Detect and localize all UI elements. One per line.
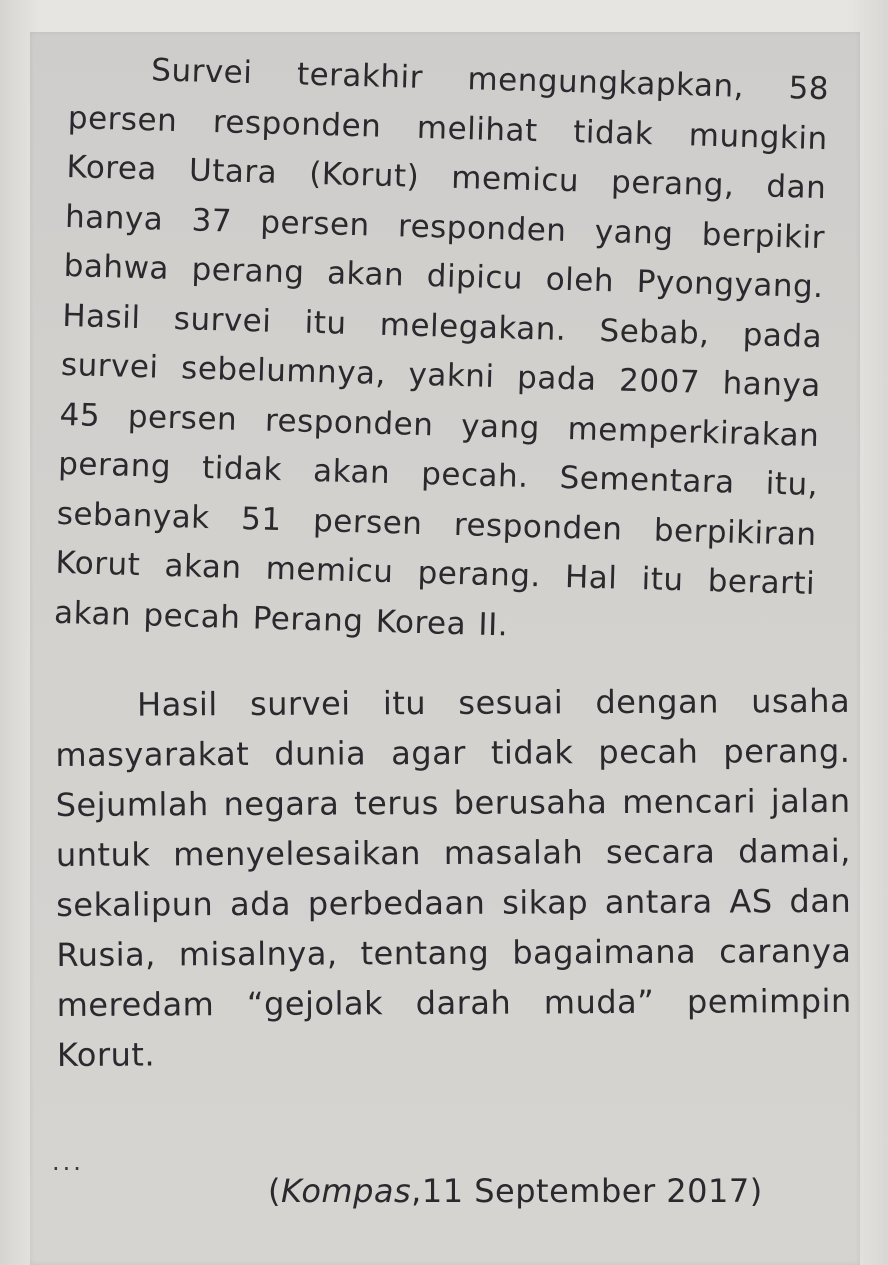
citation-close-paren: ) (749, 1172, 763, 1210)
citation-date: ,11 September 2017 (411, 1172, 750, 1210)
citation (268, 1172, 763, 1210)
ellipsis: ... (52, 1148, 84, 1176)
citation-open-paren: ( (268, 1172, 281, 1210)
paragraph-1: Survei terakhir mengungkapkan, 58 persen responden melihat tidak mungkin Korea Utara (Korut) memicu perang, dan hanya 37 persen responden yang berpikir bahwa perang akan dipicu oleh Pyongyang. Hasil survei itu melegakan. Sebab, pada survei sebelumnya, yakni pada 2007 hanya 45 persen responden yang memperkirakan perang tidak akan pecah. Sementara itu, sebanyak 51 persen responden berpikiran Korut akan memicu perang. Hal itu berarti akan pecah Perang Korea II. (53, 52, 830, 643)
paragraph-2: Hasil survei itu sesuai dengan usaha masyarakat dunia agar tidak pecah perang. Sejumlah negara terus berusaha mencari jalan untuk menyelesaikan masalah secara damai, sekalipun ada perbedaan sikap antara AS dan Rusia, misalnya, tentang bagaimana caranya meredam “gejolak darah muda” pemimpin Korut. (55, 681, 852, 1074)
citation-source: Kompas (280, 1172, 412, 1210)
